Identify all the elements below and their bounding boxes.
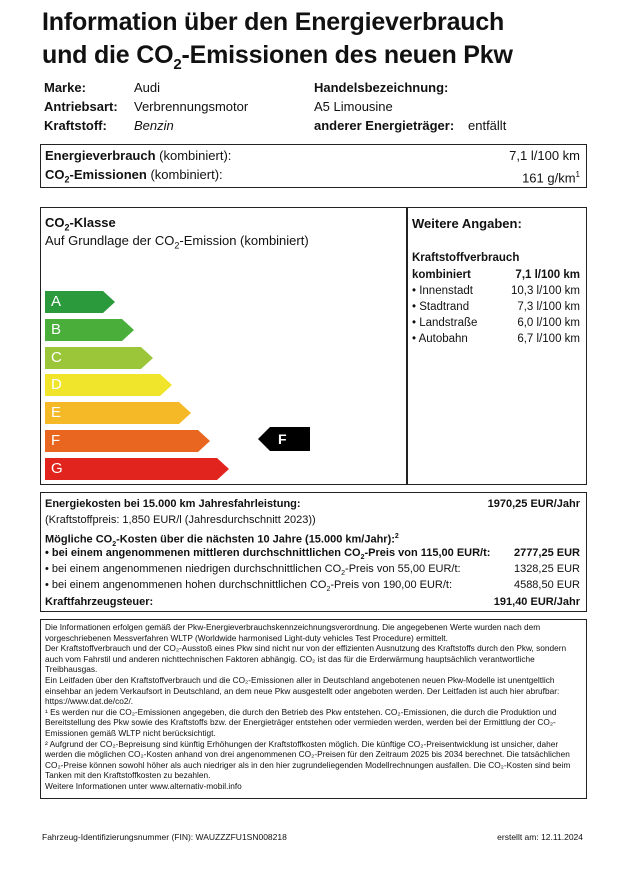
- co2-class-bar-c: [45, 347, 153, 369]
- co2-cost-scenario-label: • bei einem angenommenen hohen durchschnittlichen $CO_2$-Preis von 190,00 EUR/t:: [45, 579, 453, 594]
- co2-value-sup: 1: [575, 170, 580, 179]
- fineprint-paragraph: ¹ Es werden nur die CO₂-Emissionen angegeben, die durch den Betrieb des Pkw entstehen. CO₂-Emissionen, die durch die Produktion und Bereitstellung des Pkw sowie des Kraftstoffs bzw. der Energieträger entstehen oder vermieden werden, werden bei der Ermittlung der CO₂-Emissionen gemäß WLTP nicht berücksichtigt.: [45, 706, 557, 738]
- co2-label-sub: 2: [64, 174, 70, 185]
- title-line-2-part: und die CO: [42, 41, 174, 69]
- co2-class-bar-a: [45, 291, 115, 313]
- fuel-price-row: [45, 513, 580, 528]
- co2-cost-scenario-label: • bei einem angenommenen mittleren durchschnittlichen $CO_2$-Preis von 115,00 EUR/t:: [45, 547, 491, 562]
- co2-class-heading-b: -Klasse: [69, 215, 116, 230]
- title-sub: 2: [173, 56, 182, 73]
- co2-label-b: -Emissionen: [69, 167, 147, 182]
- fineprint-paragraph: Ein Leitfaden über den Kraftstoffverbrauch und die CO₂-Emissionen aller in Deutschland angebotenen neuen Pkw-Modelle ist unentgeltlich einsehbar an jedem Verkaufsort in Deutschland, an dem neue Pkw ausgestellt oder angeboten werden. Der Leitfaden ist auch hier abrufbar: https://www.dat.de/co2/.: [45, 674, 560, 707]
- consumption-detail-row: [412, 299, 580, 315]
- co2-class-bar-g: [45, 458, 229, 480]
- consumption-detail-row: [412, 315, 580, 331]
- co2-costs-heading-sup: 2: [394, 533, 399, 540]
- co2-class-bar-label: E: [51, 404, 62, 422]
- brand-value: Audi: [134, 80, 161, 95]
- co2-class-heading-a: CO: [45, 215, 65, 230]
- co2-emissions-row: [45, 166, 580, 189]
- energy-costs-row: [45, 497, 580, 512]
- co2-class-bar-f: [45, 430, 210, 452]
- drive-label: Antriebsart:: [44, 99, 118, 114]
- fineprint-paragraph: Die Informationen erfolgen gemäß der Pkw-Energieverbrauchskennzeichnungsverordnung. Die angegebenen Werte wurden nach dem vorgeschriebenen Messverfahren WLTP (Worldwide harmonised Light-duty vehicles Test Procedure) ermittelt.: [45, 622, 541, 643]
- combined-label: kombiniert: [412, 269, 471, 281]
- current-class-label: F: [278, 431, 287, 447]
- drive-value: Verbrennungsmotor: [134, 99, 249, 114]
- co2-class-bar-label: F: [51, 432, 61, 449]
- title-line-2-rest: -Emissionen des neuen Pkw: [181, 41, 513, 69]
- co2-class-bar-fill: [45, 374, 172, 396]
- co2-class-bar-shape: [45, 430, 210, 452]
- co2-cost-scenario-value: 4588,50 EUR: [513, 579, 580, 591]
- co2-class-bar-fill: [45, 402, 191, 424]
- co2-costs-heading-a: Mögliche CO: [45, 533, 113, 546]
- creation-date: erstellt am: 12.11.2024: [497, 832, 583, 842]
- fuel-price-note: (Kraftstoffpreis: 1,850 EUR/l (Jahresdurchschnitt 2023)): [45, 514, 316, 526]
- other-energy-value: entfällt: [468, 118, 507, 133]
- energy-consumption-row: [45, 147, 580, 165]
- co2-class-bar-shape: [45, 374, 172, 396]
- trade-name-label: Handelsbezeichnung:: [314, 80, 449, 95]
- co2-costs-heading-sub: 2: [112, 540, 117, 548]
- title-line-1: Information über den Energieverbrauch: [42, 8, 505, 36]
- combined-value: 7,1 l/100 km: [515, 269, 580, 281]
- further-info-box: [407, 207, 587, 485]
- co2-costs-heading-b: -Kosten über die nächsten 10 Jahre (15.000 km/Jahr):: [116, 533, 395, 546]
- page-title: [42, 6, 513, 72]
- co2-class-bar-label: B: [51, 320, 62, 338]
- vehicle-tax-row: [45, 595, 580, 610]
- fineprint-paragraph: Weitere Informationen unter www.alternativ-mobil.info: [45, 780, 242, 791]
- further-info-heading: Weitere Angaben:: [412, 216, 522, 231]
- co2-cost-scenario-value: 1328,25 EUR: [513, 563, 580, 575]
- energy-label-suffix: (kombiniert):: [159, 148, 232, 163]
- fuel-label: Kraftstoff:: [44, 118, 107, 133]
- consumption-detail-row: [412, 283, 580, 299]
- co2-class-bar-d: [45, 374, 172, 396]
- co2-class-bar-label: A: [51, 293, 62, 310]
- trade-name-value: A5 Limousine: [314, 99, 393, 114]
- consumption-box: [40, 144, 587, 188]
- consumption-detail-label: • Landstraße: [412, 317, 478, 329]
- co2-class-bar-label: D: [51, 376, 62, 394]
- fuel-consumption-heading: Kraftstoffverbrauch: [412, 252, 520, 264]
- co2-cost-scenario-label: • bei einem angenommenen niedrigen durchschnittlichen $CO_2$-Preis von 55,00 EUR/t:: [45, 563, 461, 578]
- co2-class-bar-shape: [45, 458, 229, 480]
- co2-class-box: [40, 207, 407, 485]
- co2-class-bar-label: G: [51, 459, 63, 477]
- current-class-marker: [258, 427, 310, 451]
- co2-class-subtitle: [45, 232, 309, 255]
- co2-class-bar-fill: [45, 430, 210, 452]
- fineprint-paragraph: ² Aufgrund der CO₂-Bepreisung sind künftig Erhöhungen der Kraftstoffkosten möglich. Die künftige CO₂-Preisentwicklung ist unsicher, daher werden die möglichen CO₂-Kosten anhand von drei angenommenen CO₂-Preisen für den Zeitraum 2025 bis 2034 berechnet. Die tatsächlichen CO₂-Preise können sowohl höher als auch niedriger als in den hier zugrundeliegenden Modellrechnungen ausfallen. Die CO₂-Kosten sind beim Tanken mit den Kraftstoffkosten zu bezahlen.: [45, 738, 571, 781]
- combined-row: [412, 267, 580, 283]
- other-energy-label: anderer Energieträger:: [314, 118, 455, 133]
- consumption-detail-value: 6,7 l/100 km: [517, 333, 580, 345]
- consumption-detail-value: 7,3 l/100 km: [517, 301, 580, 313]
- co2-value-text: 161 g/km: [522, 170, 576, 186]
- consumption-detail-value: 10,3 l/100 km: [510, 285, 580, 297]
- energy-consumption-value: 7,1 l/100 km: [509, 148, 580, 163]
- co2-class-bar-shape: [45, 402, 191, 424]
- consumption-detail-value: 6,0 l/100 km: [517, 317, 580, 329]
- energy-consumption-label: [45, 147, 231, 165]
- consumption-detail-label: • Stadtrand: [412, 301, 470, 313]
- vehicle-tax-label: Kraftfahrzeugsteuer:: [45, 596, 154, 608]
- co2-class-bar-label: C: [51, 348, 62, 366]
- co2-class-bar-e: [45, 402, 191, 424]
- consumption-detail-label: • Autobahn: [412, 333, 468, 345]
- consumption-detail-row: [412, 331, 580, 347]
- co2-emissions-value: [522, 166, 580, 189]
- co2-class-subtitle-a: Auf Grundlage der CO: [45, 233, 175, 248]
- fineprint-text: [45, 622, 582, 792]
- co2-cost-scenario-value: 2777,25 EUR: [513, 547, 580, 559]
- vehicle-tax-value: 191,40 EUR/Jahr: [493, 596, 580, 608]
- co2-class-bar-fill: [45, 458, 229, 480]
- co2-class-subtitle-sub: 2: [174, 240, 180, 251]
- title-line-2: [42, 39, 513, 72]
- co2-label-a: CO: [45, 167, 65, 182]
- energy-label-text: Energieverbrauch: [45, 148, 156, 163]
- energy-costs-label: Energiekosten bei 15.000 km Jahresfahrleistung:: [45, 498, 301, 510]
- energy-costs-value: 1970,25 EUR/Jahr: [487, 498, 580, 510]
- co2-class-subtitle-b: -Emission (kombiniert): [179, 233, 309, 248]
- co2-class-bar-b: [45, 319, 134, 341]
- co2-emissions-label: [45, 166, 223, 189]
- co2-label-suffix: (kombiniert):: [150, 167, 223, 182]
- fin-number: Fahrzeug-Identifizierungsnummer (FIN): WAUZZZFU1SN008218: [42, 832, 287, 842]
- costs-box: [40, 492, 587, 612]
- brand-label: Marke:: [44, 80, 86, 95]
- fineprint-box: [40, 619, 587, 799]
- consumption-detail-label: • Innenstadt: [412, 285, 473, 297]
- fuel-value: Benzin: [134, 118, 174, 133]
- co2-class-heading-sub: 2: [64, 222, 70, 233]
- fineprint-paragraph: Der Kraftstoffverbrauch und der CO₂-Ausstoß eines Pkw sind nicht nur von der effizienten Ausnutzung des Kraftstoffs durch den Pkw, sondern auch vom Fahrstil und anderen nichttechnischen Faktoren abhängig. CO₂ ist das für die Erderwärmung hauptsächlich verantwortliche Treibhausgas.: [45, 643, 567, 675]
